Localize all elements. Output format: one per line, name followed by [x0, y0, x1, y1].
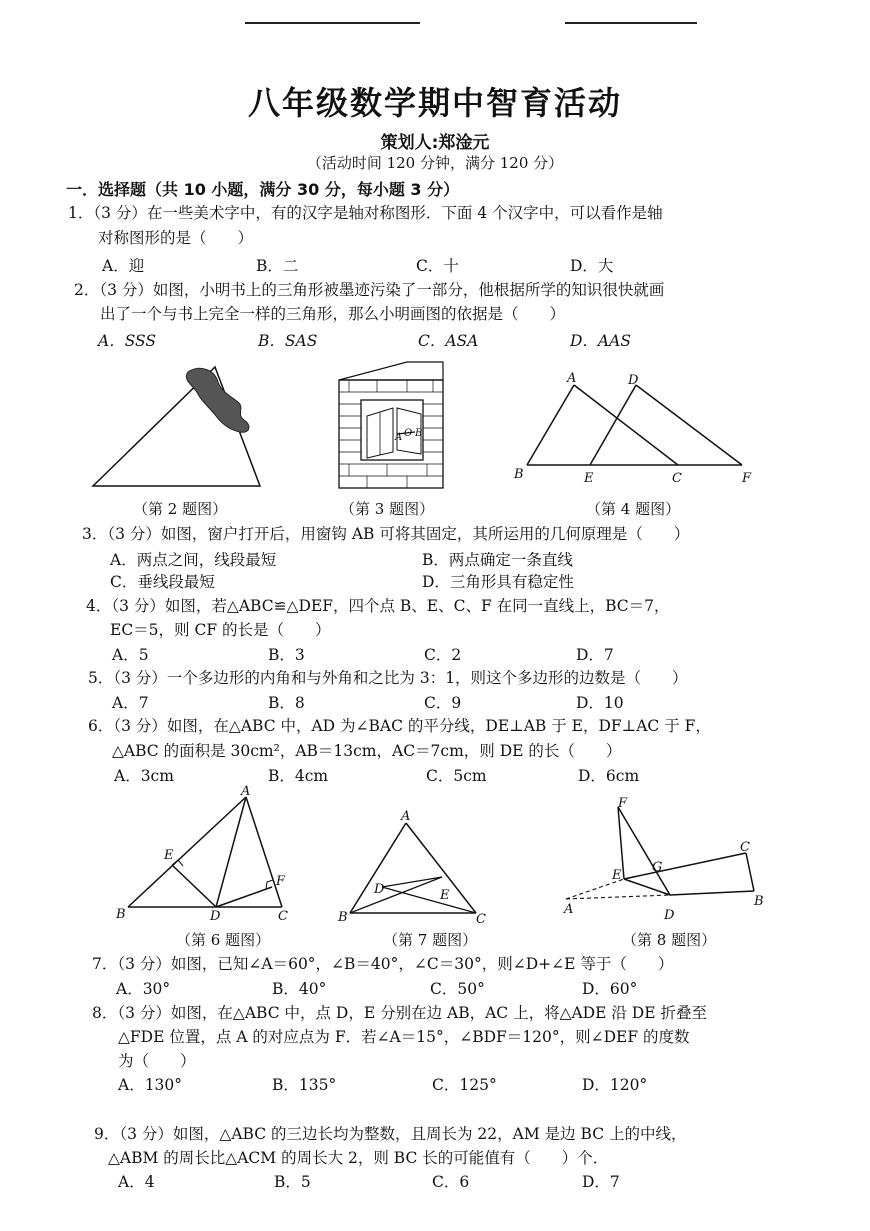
q2-option-a[interactable]: A．SSS [98, 332, 157, 350]
q4-option-c[interactable]: C．2 [424, 646, 462, 664]
fig3-caption: （第 3 题图） [340, 500, 435, 518]
section-heading: 一．选择题（共 10 小题，满分 30 分，每小题 3 分） [66, 180, 460, 199]
fig8-caption: （第 8 题图） [622, 931, 717, 949]
fig4-label-f: F [742, 471, 752, 486]
q3-option-a[interactable]: A．两点之间，线段最短 [110, 551, 277, 569]
fig3-label-a: A [395, 432, 403, 443]
q6-option-c[interactable]: C．5cm [426, 767, 487, 785]
fig8-label-b: B [754, 894, 764, 909]
q1-option-a[interactable]: A．迎 [102, 257, 145, 275]
question-8-line2: △FDE 位置，点 A 的对应点为 F．若∠A＝15°，∠BDF＝120°，则∠DEF 的度数 [118, 1028, 690, 1046]
fig7-label-e: E [440, 888, 450, 903]
q2-option-c[interactable]: C．ASA [418, 332, 479, 350]
fig4-label-e: E [584, 471, 594, 486]
figure-3 [337, 360, 447, 490]
q8-option-c[interactable]: C．125° [432, 1076, 497, 1094]
q5-option-a[interactable]: A．7 [112, 694, 149, 712]
fig7-label-c: C [476, 912, 486, 927]
figure-6 [114, 784, 304, 924]
fig4-label-a: A [567, 371, 577, 386]
question-7-line1: 7．（3 分）如图，已知∠A＝60°，∠B＝40°，∠C＝30°，则∠D+∠E 等于（ ） [92, 955, 674, 973]
page-title: 八年级数学期中智育活动 [247, 84, 622, 122]
q5-option-b[interactable]: B．8 [268, 694, 305, 712]
q7-option-b[interactable]: B．40° [272, 980, 327, 998]
fig7-label-b: B [338, 910, 348, 925]
q7-option-d[interactable]: D．60° [582, 980, 638, 998]
q9-option-b[interactable]: B．5 [274, 1173, 311, 1191]
fig6-label-c: C [278, 909, 288, 924]
q7-option-c[interactable]: C．50° [430, 980, 485, 998]
question-1-line2: 对称图形的是（ ） [98, 229, 254, 247]
fig3-wall-top [339, 362, 443, 380]
fig8-label-g: G [652, 860, 663, 875]
question-8-line1: 8．（3 分）如图，在△ABC 中，点 D，E 分别在边 AB，AC 上，将△ADE 沿 DE 折叠至 [92, 1004, 707, 1022]
q3-option-d[interactable]: D．三角形具有稳定性 [422, 573, 574, 591]
fig7-label-d: D [374, 882, 385, 897]
figure-4 [512, 370, 752, 485]
fig8-label-a: A [564, 902, 574, 917]
fig7-caption: （第 7 题图） [383, 931, 478, 949]
header-rule-right [565, 22, 697, 24]
question-9-line1: 9．（3 分）如图，△ABC 的三边长均为整数，且周长为 22，AM 是边 BC 上的中线， [94, 1125, 687, 1143]
q3-option-b[interactable]: B．两点确定一条直线 [422, 551, 573, 569]
q6-option-a[interactable]: A．3cm [114, 767, 174, 785]
fig3-window-frame [361, 400, 423, 460]
q7-option-a[interactable]: A．30° [116, 980, 171, 998]
question-4-line2: EC＝5，则 CF 的长是（ ） [110, 621, 331, 639]
figure-2 [90, 362, 270, 492]
fig6-label-e: E [164, 848, 174, 863]
q2-option-b[interactable]: B．SAS [258, 332, 318, 350]
fig2-ink-blot [186, 368, 249, 432]
q2-option-d[interactable]: D．AAS [570, 332, 631, 350]
q9-option-a[interactable]: A．4 [118, 1173, 155, 1191]
q8-option-a[interactable]: A．130° [118, 1076, 183, 1094]
planner-line: 策划人:郑淦元 [380, 133, 490, 153]
fig6-label-f: F [276, 874, 286, 889]
q1-option-d[interactable]: D．大 [570, 257, 614, 275]
fig2-caption: （第 2 题图） [133, 500, 228, 518]
q6-option-b[interactable]: B．4cm [268, 767, 329, 785]
question-2-line1: 2．（3 分）如图，小明书上的三角形被墨迹污染了一部分，他根据所学的知识很快就画 [74, 281, 665, 299]
q8-option-b[interactable]: B．135° [272, 1076, 337, 1094]
fig4-caption: （第 4 题图） [586, 500, 681, 518]
q6-option-d[interactable]: D．6cm [578, 767, 640, 785]
question-2-line2: 出了一个与书上完全一样的三角形，那么小明画图的依据是（ ） [100, 305, 566, 323]
fig8-label-c: C [740, 840, 750, 855]
q5-option-c[interactable]: C．9 [424, 694, 462, 712]
q4-option-a[interactable]: A．5 [112, 646, 149, 664]
fig4-label-c: C [672, 471, 682, 486]
fig3-label-o: O [404, 428, 413, 439]
q5-option-d[interactable]: D．10 [576, 694, 624, 712]
fig3-label-b: B [415, 428, 423, 439]
figure-7 [336, 805, 496, 930]
fig6-caption: （第 6 题图） [176, 931, 271, 949]
figure-8 [560, 795, 780, 925]
q1-option-c[interactable]: C．十 [416, 257, 459, 275]
q9-option-c[interactable]: C．6 [432, 1173, 470, 1191]
fig6-label-a: A [241, 784, 251, 799]
fig4-label-d: D [628, 373, 639, 388]
q4-option-d[interactable]: D．7 [576, 646, 614, 664]
fig8-label-d: D [664, 908, 675, 923]
question-6-line2: △ABC 的面积是 30cm²，AB＝13cm，AC＝7cm，则 DE 的长（ ） [112, 742, 622, 760]
question-6-line1: 6．（3 分）如图，在△ABC 中，AD 为∠BAC 的平分线，DE⊥AB 于 E，DF⊥AC 于 F， [88, 717, 711, 735]
question-8-line3: 为（ ） [118, 1052, 196, 1070]
question-3-line1: 3．（3 分）如图，窗户打开后，用窗钩 AB 可将其固定，其所运用的几何原理是（ ） [82, 525, 690, 543]
question-5-line1: 5．（3 分）一个多边形的内角和与外角和之比为 3：1，则这个多边形的边数是（ ） [88, 669, 688, 687]
fig7-label-a: A [401, 809, 411, 824]
q9-option-d[interactable]: D．7 [582, 1173, 620, 1191]
fig6-label-d: D [210, 909, 221, 924]
fig4-label-b: B [514, 467, 524, 482]
question-4-line1: 4．（3 分）如图，若△ABC≌△DEF，四个点 B、E、C、F 在同一直线上，BC＝7， [86, 597, 670, 615]
q4-option-b[interactable]: B．3 [268, 646, 305, 664]
fig6-label-b: B [116, 907, 126, 922]
q3-option-c[interactable]: C．垂线段最短 [110, 573, 215, 591]
fig8-label-f: F [618, 796, 628, 811]
q1-option-b[interactable]: B．二 [256, 257, 299, 275]
question-1-line1: 1．（3 分）在一些美术字中，有的汉字是轴对称图形．下面 4 个汉字中，可以看作是轴 [68, 204, 663, 222]
header-rule-left [245, 22, 420, 24]
question-9-line2: △ABM 的周长比△ACM 的周长大 2，则 BC 长的可能值有（ ）个． [108, 1149, 609, 1167]
q8-option-d[interactable]: D．120° [582, 1076, 648, 1094]
fig8-label-e: E [612, 868, 622, 883]
time-note: （活动时间 120 分钟，满分 120 分） [306, 154, 564, 172]
